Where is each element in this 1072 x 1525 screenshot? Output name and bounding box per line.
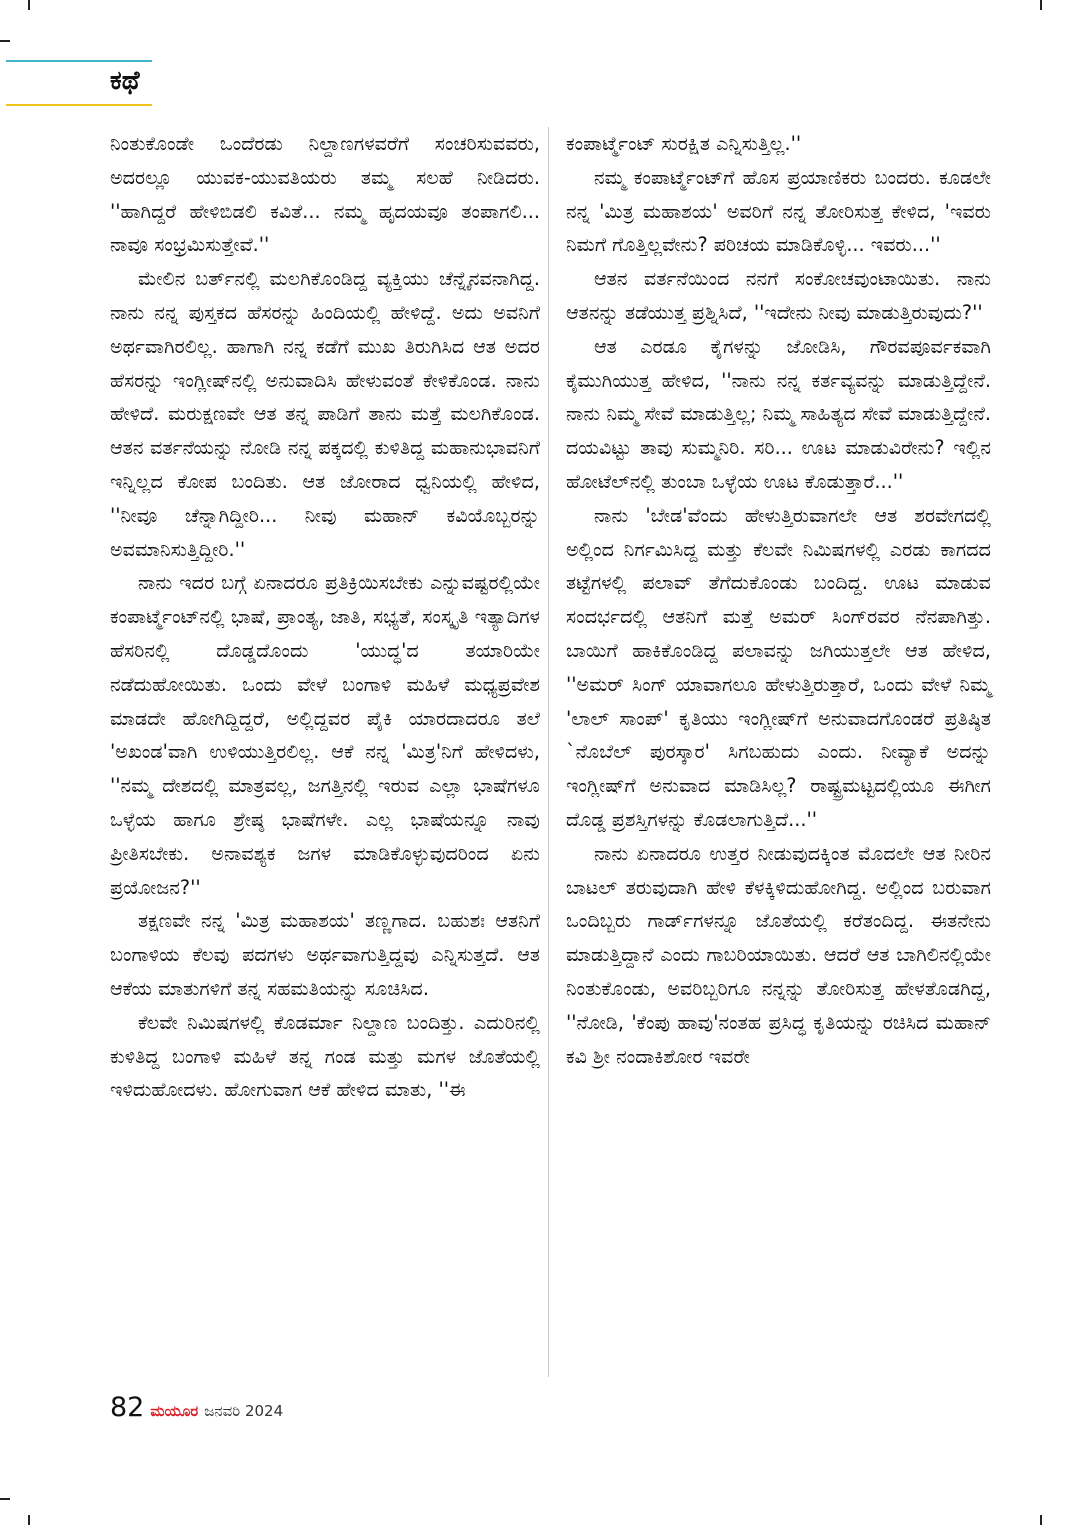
paragraph: ಕಂಪಾರ್ಟ್ಮೆಂಟ್ ಸುರಕ್ಷಿತ ಎನ್ನಿಸುತ್ತಿಲ್ಲ.'' <box>566 132 802 155</box>
crop-mark <box>28 1515 30 1525</box>
section-rule-bottom <box>6 104 152 106</box>
magazine-logo: ಮಯೂರ <box>150 1402 199 1420</box>
crop-mark <box>1040 0 1042 10</box>
page-number: 82 <box>110 1392 145 1423</box>
column-divider <box>548 127 549 1377</box>
paragraph: ನಮ್ಮ ಕಂಪಾರ್ಟ್ಮೆಂಟ್‌ಗೆ ಹೊಸ ಪ್ರಯಾಣಿಕರು ಬಂದರು. ಕೂಡಲೇ ನನ್ನ 'ಮಿತ್ರ ಮಹಾಶಯ' ಅವರಿಗೆ ನನ್ನ ತೋರಿಸುತ್ತ ಕೇಳಿದ, 'ಇವರು ನಿಮಗೆ ಗೊತ್ತಿಲ್ಲವೇನು? ಪರಿಚಯ ಮಾಡಿಕೊಳ್ಳಿ... ಇವರು...'' <box>566 165 991 257</box>
paragraph: ನಾನು ಇದರ ಬಗ್ಗೆ ಏನಾದರೂ ಪ್ರತಿಕ್ರಿಯಿಸಬೇಕು ಎನ್ನುವಷ್ಟರಲ್ಲಿಯೇ ಕಂಪಾರ್ಟ್ಮೆಂಟ್‌ನಲ್ಲಿ ಭಾಷೆ, ಪ್ರಾಂತ್ಯ, ಜಾತಿ, ಸಭ್ಯತೆ, ಸಂಸ್ಕೃತಿ ಇತ್ಯಾದಿಗಳ ಹೆಸರಿನಲ್ಲಿ ದೊಡ್ಡದೊಂದು 'ಯುದ್ಧ'ದ ತಯಾರಿಯೇ ನಡೆದುಹೋಯಿತು. ಒಂದು ವೇಳೆ ಬಂಗಾಳಿ ಮಹಿಳೆ ಮಧ್ಯಪ್ರವೇಶ ಮಾಡದೇ ಹೋಗಿದ್ದಿದ್ದರೆ, ಅಲ್ಲಿದ್ದವರ ಪೈಕಿ ಯಾರದಾದರೂ ತಲೆ 'ಅಖಂಡ'ವಾಗಿ ಉಳಿಯುತ್ತಿರಲಿಲ್ಲ. ಆಕೆ ನನ್ನ 'ಮಿತ್ರ'ನಿಗೆ ಹೇಳಿದಳು, ''ನಮ್ಮ ದೇಶದಲ್ಲಿ ಮಾತ್ರವಲ್ಲ, ಜಗತ್ತಿನಲ್ಲಿ ಇರುವ ಎಲ್ಲಾ ಭಾಷೆಗಳೂ ಒಳ್ಳೆಯ ಹಾಗೂ ಶ್ರೇಷ್ಠ ಭಾಷೆಗಳೇ. ಎಲ್ಲ ಭಾಷೆಯನ್ನೂ ನಾವು ಪ್ರೀತಿಸಬೇಕು. ಅನಾವಶ್ಯಕ ಜಗಳ ಮಾಡಿಕೊಳ್ಳುವುದರಿಂದ ಏನು ಪ್ರಯೋಜನ?'' <box>110 571 540 899</box>
crop-mark <box>1040 1515 1042 1525</box>
paragraph: ಆತನ ವರ್ತನೆಯಿಂದ ನನಗೆ ಸಂಕೋಚವುಂಟಾಯಿತು. ನಾನು ಆತನನ್ನು ತಡೆಯುತ್ತ ಪ್ರಶ್ನಿಸಿದೆ, ''ಇದೇನು ನೀವು ಮಾಡುತ್ತಿರುವುದು?'' <box>566 267 991 324</box>
crop-mark <box>28 0 30 10</box>
issue-date: ಜನವರಿ 2024 <box>204 1402 284 1420</box>
article-column-left <box>110 127 540 1107</box>
paragraph: ತಕ್ಷಣವೇ ನನ್ನ 'ಮಿತ್ರ ಮಹಾಶಯ' ತಣ್ಣಗಾದ. ಬಹುಶಃ ಆತನಿಗೆ ಬಂಗಾಳಿಯ ಕೆಲವು ಪದಗಳು ಅರ್ಥವಾಗುತ್ತಿದ್ದವು ಎನ್ನಿಸುತ್ತದೆ. ಆತ ಆಕೆಯ ಮಾತುಗಳಿಗೆ ತನ್ನ ಸಹಮತಿಯನ್ನು ಸೂಚಿಸಿದ. <box>110 909 540 1000</box>
section-rule-top <box>6 60 152 62</box>
paragraph: ಕೆಲವೇ ನಿಮಿಷಗಳಲ್ಲಿ ಕೊಡರ್ಮಾ ನಿಲ್ದಾಣ ಬಂದಿತ್ತು. ಎದುರಿನಲ್ಲಿ ಕುಳಿತಿದ್ದ ಬಂಗಾಳಿ ಮಹಿಳೆ ತನ್ನ ಗಂಡ ಮತ್ತು ಮಗಳ ಜೊತೆಯಲ್ಲಿ ಇಳಿದುಹೋದಳು. ಹೋಗುವಾಗ ಆಕೆ ಹೇಳಿದ ಮಾತು, ''ಈ <box>110 1010 540 1102</box>
paragraph: ಆತ ಎರಡೂ ಕೈಗಳನ್ನು ಜೋಡಿಸಿ, ಗೌರವಪೂರ್ವಕವಾಗಿ ಕೈಮುಗಿಯುತ್ತ ಹೇಳಿದ, ''ನಾನು ನನ್ನ ಕರ್ತವ್ಯವನ್ನು ಮಾಡುತ್ತಿದ್ದೇನೆ. ನಾನು ನಿಮ್ಮ ಸೇವೆ ಮಾಡುತ್ತಿಲ್ಲ; ನಿಮ್ಮ ಸಾಹಿತ್ಯದ ಸೇವೆ ಮಾಡುತ್ತಿದ್ದೇನೆ. ದಯವಿಟ್ಟು ತಾವು ಸುಮ್ಮನಿರಿ. ಸರಿ... ಊಟ ಮಾಡುವಿರೇನು? ಇಲ್ಲಿನ ಹೋಟೆಲ್‌ನಲ್ಲಿ ತುಂಬಾ ಒಳ್ಳೆಯ ಊಟ ಕೊಡುತ್ತಾರೆ...'' <box>566 334 991 493</box>
section-title: ಕಥೆ <box>110 66 140 96</box>
paragraph: ನಿಂತುಕೊಂಡೇ ಒಂದೆರಡು ನಿಲ್ದಾಣಗಳವರೆಗೆ ಸಂಚರಿಸುವವರು, ಅದರಲ್ಲೂ ಯುವಕ-ಯುವತಿಯರು ತಮ್ಮ ಸಲಹೆ ನೀಡಿದರು. ''ಹಾಗಿದ್ದರೆ ಹೇಳಿಬಿಡಲಿ ಕವಿತೆ... ನಮ್ಮ ಹೃದಯವೂ ತಂಪಾಗಲಿ... ನಾವೂ ಸಂಭ್ರಮಿಸುತ್ತೇವೆ.'' <box>110 132 540 257</box>
page-footer <box>110 1392 283 1432</box>
paragraph: ಮೇಲಿನ ಬರ್ತ್‌ನಲ್ಲಿ ಮಲಗಿಕೊಂಡಿದ್ದ ವ್ಯಕ್ತಿಯು ಚೆನ್ನೈನವನಾಗಿದ್ದ. ನಾನು ನನ್ನ ಪುಸ್ತಕದ ಹೆಸರನ್ನು ಹಿಂದಿಯಲ್ಲಿ ಹೇಳಿದ್ದೆ. ಅದು ಅವನಿಗೆ ಅರ್ಥವಾಗಿರಲಿಲ್ಲ. ಹಾಗಾಗಿ ನನ್ನ ಕಡೆಗೆ ಮುಖ ತಿರುಗಿಸಿದ ಆತ ಅದರ ಹೆಸರನ್ನು ಇಂಗ್ಲೀಷ್‌ನಲ್ಲಿ ಅನುವಾದಿಸಿ ಹೇಳುವಂತೆ ಕೇಳಿಕೊಂಡ. ನಾನು ಹೇಳಿದೆ. ಮರುಕ್ಷಣವೇ ಆತ ತನ್ನ ಪಾಡಿಗೆ ತಾನು ಮತ್ತೆ ಮಲಗಿಕೊಂಡ. ಆತನ ವರ್ತನೆಯನ್ನು ನೋಡಿ ನನ್ನ ಪಕ್ಕದಲ್ಲಿ ಕುಳಿತಿದ್ದ ಮಹಾನುಭಾವನಿಗೆ ಇನ್ನಿಲ್ಲದ ಕೋಪ ಬಂದಿತು. ಆತ ಜೋರಾದ ಧ್ವನಿಯಲ್ಲಿ ಹೇಳಿದ, ''ನೀವೂ ಚೆನ್ನಾಗಿದ್ದೀರಿ... ನೀವು ಮಹಾನ್ ಕವಿಯೊಬ್ಬರನ್ನು ಅವಮಾನಿಸುತ್ತಿದ್ದೀರಿ.'' <box>110 267 540 561</box>
paragraph: ನಾನು 'ಬೇಡ'ವೆಂದು ಹೇಳುತ್ತಿರುವಾಗಲೇ ಆತ ಶರವೇಗದಲ್ಲಿ ಅಲ್ಲಿಂದ ನಿರ್ಗಮಿಸಿದ್ದ ಮತ್ತು ಕೆಲವೇ ನಿಮಿಷಗಳಲ್ಲಿ ಎರಡು ಕಾಗದದ ತಟ್ಟೆಗಳಲ್ಲಿ ಪಲಾವ್ ತೆಗೆದುಕೊಂಡು ಬಂದಿದ್ದ. ಊಟ ಮಾಡುವ ಸಂದರ್ಭದಲ್ಲಿ ಆತನಿಗೆ ಮತ್ತೆ ಅಮರ್ ಸಿಂಗ್‌ರವರ ನೆನಪಾಗಿತ್ತು. ಬಾಯಿಗೆ ಹಾಕಿಕೊಂಡಿದ್ದ ಪಲಾವನ್ನು ಜಗಿಯುತ್ತಲೇ ಆತ ಹೇಳಿದ, ''ಅಮರ್ ಸಿಂಗ್ ಯಾವಾಗಲೂ ಹೇಳುತ್ತಿರುತ್ತಾರೆ, ಒಂದು ವೇಳೆ ನಿಮ್ಮ 'ಲಾಲ್ ಸಾಂಪ್' ಕೃತಿಯು ಇಂಗ್ಲೀಷ್‌ಗೆ ಅನುವಾದಗೊಂಡರೆ ಪ್ರತಿಷ್ಠಿತ `ನೊಬೆಲ್ ಪುರಸ್ಕಾರ' ಸಿಗಬಹುದು ಎಂದು. ನೀವ್ಯಾಕೆ ಅದನ್ನು ಇಂಗ್ಲೀಷ್‌ಗೆ ಅನುವಾದ ಮಾಡಿಸಿಲ್ಲ? ರಾಷ್ಟ್ರಮಟ್ಟದಲ್ಲಿಯೂ ಈಗೀಗ ದೊಡ್ಡ ಪ್ರಶಸ್ತಿಗಳನ್ನು ಕೊಡಲಾಗುತ್ತಿದೆ...'' <box>566 503 991 831</box>
crop-mark <box>0 40 10 42</box>
crop-mark <box>0 1498 10 1500</box>
paragraph: ನಾನು ಏನಾದರೂ ಉತ್ತರ ನೀಡುವುದಕ್ಕಿಂತ ಮೊದಲೇ ಆತ ನೀರಿನ ಬಾಟಲ್ ತರುವುದಾಗಿ ಹೇಳಿ ಕೆಳಕ್ಕಿಳಿದುಹೋಗಿದ್ದ. ಅಲ್ಲಿಂದ ಬರುವಾಗ ಒಂದಿಬ್ಬರು ಗಾರ್ಡ್‌ಗಳನ್ನೂ ಜೊತೆಯಲ್ಲಿ ಕರೆತಂದಿದ್ದ. ಈತನೇನು ಮಾಡುತ್ತಿದ್ದಾನೆ ಎಂದು ಗಾಬರಿಯಾಯಿತು. ಆದರೆ ಆತ ಬಾಗಿಲಿನಲ್ಲಿಯೇ ನಿಂತುಕೊಂಡು, ಅವರಿಬ್ಬರಿಗೂ ನನ್ನನ್ನು ತೋರಿಸುತ್ತ ಹೇಳತೊಡಗಿದ್ದ, ''ನೋಡಿ, 'ಕೆಂಪು ಹಾವು'ನಂತಹ ಪ್ರಸಿದ್ಧ ಕೃತಿಯನ್ನು ರಚಿಸಿದ ಮಹಾನ್ ಕವಿ ಶ್ರೀ ನಂದಾಕಿಶೋರ ಇವರೇ <box>566 841 991 1068</box>
article-column-right <box>566 127 991 1073</box>
